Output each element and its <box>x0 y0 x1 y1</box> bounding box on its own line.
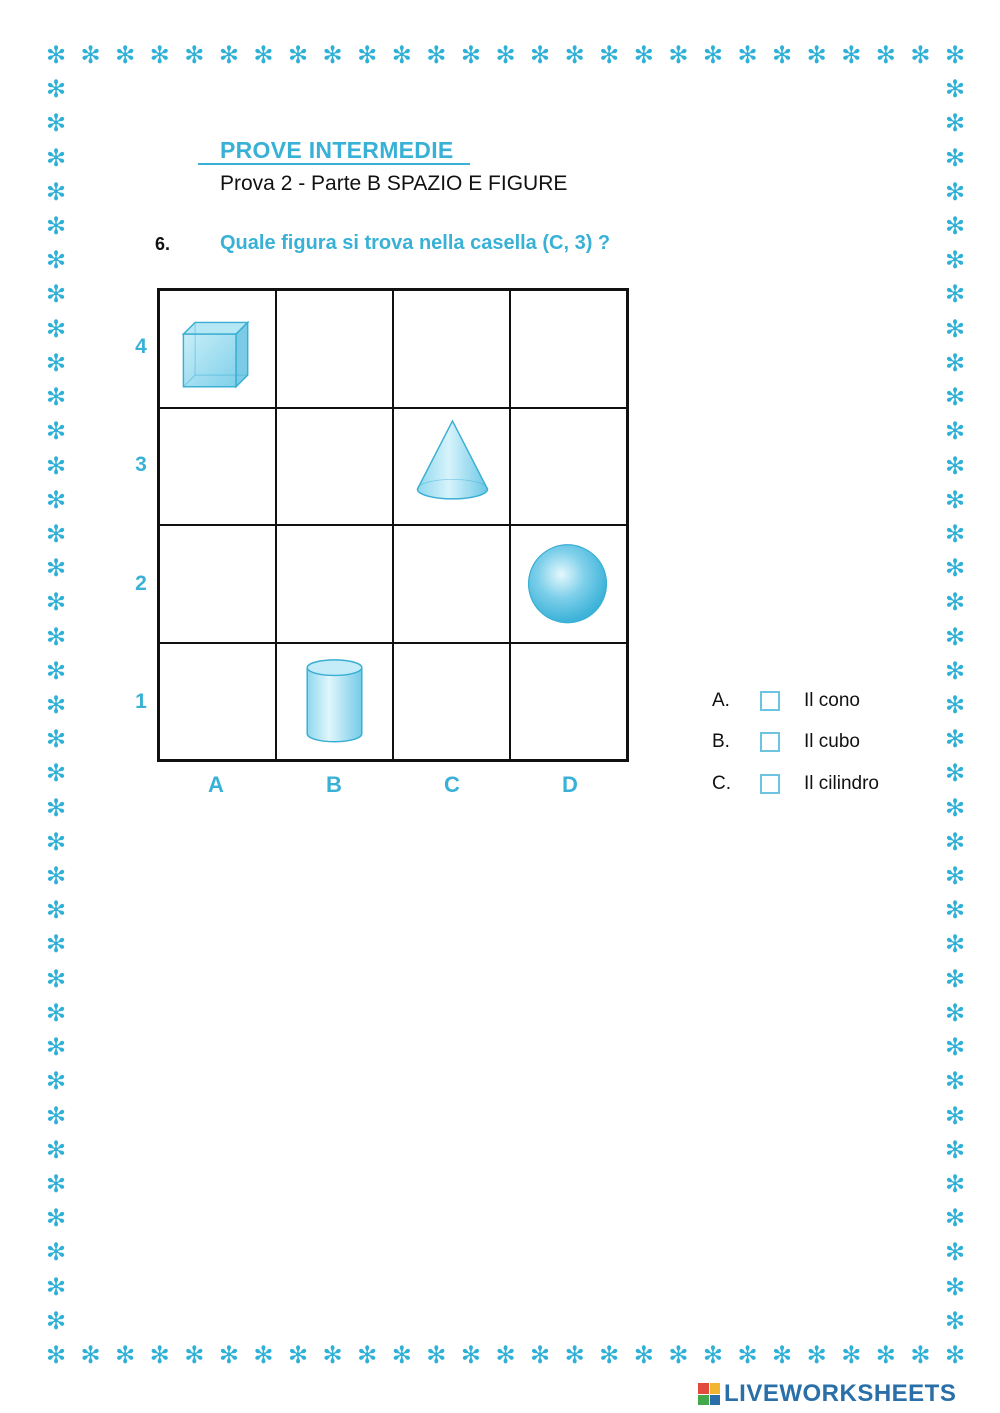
star-ornament-icon: ✻ <box>944 896 966 925</box>
star-ornament-icon: ✻ <box>737 41 758 69</box>
star-ornament-icon: ✻ <box>944 1341 966 1369</box>
star-ornament-icon: ✻ <box>944 1033 966 1062</box>
page-subtitle: Prova 2 - Parte B SPAZIO E FIGURE <box>220 172 568 195</box>
star-ornament-icon: ✻ <box>45 383 67 412</box>
answer-option-c <box>712 769 879 799</box>
star-ornament-icon: ✻ <box>426 1341 447 1369</box>
star-ornament-icon: ✻ <box>80 1341 101 1369</box>
star-ornament-icon: ✻ <box>806 1341 827 1369</box>
star-ornament-icon: ✻ <box>218 41 239 69</box>
star-ornament-icon: ✻ <box>115 41 136 69</box>
star-ornament-icon: ✻ <box>944 1169 966 1198</box>
option-letter: A. <box>712 690 730 711</box>
liveworksheets-logo-icon <box>698 1383 720 1405</box>
star-ornament-icon: ✻ <box>530 1341 551 1369</box>
cube-icon <box>160 291 275 407</box>
star-ornament-icon: ✻ <box>391 1341 412 1369</box>
grid-cell-d1 <box>510 643 627 761</box>
star-ornament-icon: ✻ <box>944 519 966 548</box>
star-ornament-icon: ✻ <box>944 75 966 104</box>
star-ornament-icon: ✻ <box>944 280 966 309</box>
star-ornament-icon: ✻ <box>944 827 966 856</box>
star-ornament-icon: ✻ <box>944 964 966 993</box>
star-ornament-icon: ✻ <box>45 930 67 959</box>
star-ornament-icon: ✻ <box>45 212 67 241</box>
star-ornament-icon: ✻ <box>45 519 67 548</box>
star-ornament-icon: ✻ <box>910 1341 931 1369</box>
star-ornament-icon: ✻ <box>45 75 67 104</box>
grid-cell-c1 <box>393 643 510 761</box>
star-ornament-icon: ✻ <box>45 1169 67 1198</box>
star-ornament-icon: ✻ <box>45 998 67 1027</box>
star-ornament-icon: ✻ <box>45 588 67 617</box>
star-ornament-icon: ✻ <box>357 1341 378 1369</box>
star-ornament-icon: ✻ <box>564 41 585 69</box>
star-ornament-icon: ✻ <box>944 554 966 583</box>
column-label-a: A <box>208 772 224 797</box>
star-ornament-icon: ✻ <box>944 348 966 377</box>
star-ornament-icon: ✻ <box>944 485 966 514</box>
star-ornament-icon: ✻ <box>45 827 67 856</box>
star-ornament-icon: ✻ <box>841 41 862 69</box>
star-ornament-icon: ✻ <box>322 41 343 69</box>
star-ornament-icon: ✻ <box>944 656 966 685</box>
grid-cell-a2 <box>159 525 276 643</box>
row-label-1: 1 <box>135 690 147 713</box>
star-ornament-icon: ✻ <box>495 1341 516 1369</box>
star-ornament-icon: ✻ <box>45 177 67 206</box>
star-ornament-icon: ✻ <box>530 41 551 69</box>
row-label-3: 3 <box>135 453 147 476</box>
title-underline <box>198 163 470 165</box>
grid-cell-d3 <box>510 408 627 526</box>
grid-cell-a1 <box>159 643 276 761</box>
star-ornament-icon: ✻ <box>460 1341 481 1369</box>
star-ornament-icon: ✻ <box>944 862 966 891</box>
star-ornament-icon: ✻ <box>944 1067 966 1096</box>
star-ornament-icon: ✻ <box>944 759 966 788</box>
star-ornament-icon: ✻ <box>45 1067 67 1096</box>
answer-checkbox-c[interactable] <box>760 774 780 794</box>
star-ornament-icon: ✻ <box>944 177 966 206</box>
star-ornament-icon: ✻ <box>45 622 67 651</box>
coordinate-grid <box>157 288 629 762</box>
star-ornament-icon: ✻ <box>45 246 67 275</box>
page-title: PROVE INTERMEDIE <box>220 137 454 163</box>
star-ornament-icon: ✻ <box>80 41 101 69</box>
grid-cell-c2 <box>393 525 510 643</box>
column-label-b: B <box>326 772 342 797</box>
star-ornament-icon: ✻ <box>944 793 966 822</box>
star-ornament-icon: ✻ <box>668 1341 689 1369</box>
star-ornament-icon: ✻ <box>45 451 67 480</box>
star-ornament-icon: ✻ <box>633 41 654 69</box>
grid-cell-b1 <box>276 643 393 761</box>
star-ornament-icon: ✻ <box>875 1341 896 1369</box>
column-label-c: C <box>444 772 460 797</box>
star-ornament-icon: ✻ <box>45 280 67 309</box>
star-ornament-icon: ✻ <box>184 1341 205 1369</box>
star-ornament-icon: ✻ <box>944 1204 966 1233</box>
star-ornament-icon: ✻ <box>944 1135 966 1164</box>
star-ornament-icon: ✻ <box>460 41 481 69</box>
star-ornament-icon: ✻ <box>737 1341 758 1369</box>
star-ornament-icon: ✻ <box>944 725 966 754</box>
star-ornament-icon: ✻ <box>944 383 966 412</box>
star-ornament-icon: ✻ <box>944 622 966 651</box>
answer-option-a <box>712 686 860 716</box>
star-ornament-icon: ✻ <box>45 1238 67 1267</box>
sphere-icon <box>511 526 626 642</box>
answer-checkbox-a[interactable] <box>760 691 780 711</box>
star-ornament-icon: ✻ <box>253 1341 274 1369</box>
star-ornament-icon: ✻ <box>45 1033 67 1062</box>
grid-cell-a4 <box>159 290 276 408</box>
star-ornament-icon: ✻ <box>45 485 67 514</box>
cone-icon <box>394 409 509 525</box>
star-ornament-icon: ✻ <box>944 1272 966 1301</box>
star-ornament-icon: ✻ <box>45 964 67 993</box>
cylinder-icon <box>277 644 392 760</box>
star-ornament-icon: ✻ <box>287 41 309 69</box>
star-ornament-icon: ✻ <box>218 1341 239 1369</box>
star-ornament-icon: ✻ <box>944 212 966 241</box>
star-ornament-icon: ✻ <box>944 930 966 959</box>
star-ornament-icon: ✻ <box>772 41 793 69</box>
star-ornament-icon: ✻ <box>875 41 896 69</box>
question-text: Quale figura si trova nella casella (C, 3) ? <box>220 232 611 254</box>
star-ornament-icon: ✻ <box>910 41 931 69</box>
star-ornament-icon: ✻ <box>944 314 966 343</box>
grid-cell-d2 <box>510 525 627 643</box>
star-ornament-icon: ✻ <box>806 41 827 69</box>
star-ornament-icon: ✻ <box>944 1101 966 1130</box>
star-ornament-icon: ✻ <box>944 691 966 719</box>
star-ornament-icon: ✻ <box>45 896 67 925</box>
row-label-2: 2 <box>135 572 147 595</box>
star-ornament-icon: ✻ <box>45 656 67 685</box>
column-label-d: D <box>562 772 578 797</box>
grid-cell-c3 <box>393 408 510 526</box>
star-ornament-icon: ✻ <box>599 41 620 69</box>
star-ornament-icon: ✻ <box>45 1306 67 1335</box>
star-ornament-icon: ✻ <box>45 725 67 754</box>
star-ornament-icon: ✻ <box>45 691 67 719</box>
option-text: Il cono <box>804 690 860 711</box>
liveworksheets-watermark <box>698 1380 956 1408</box>
star-ornament-icon: ✻ <box>45 1204 67 1233</box>
star-ornament-icon: ✻ <box>944 998 966 1027</box>
option-text: Il cubo <box>804 731 860 752</box>
star-ornament-icon: ✻ <box>944 1306 966 1335</box>
grid-cell-b2 <box>276 525 393 643</box>
star-ornament-icon: ✻ <box>45 109 67 138</box>
answer-checkbox-b[interactable] <box>760 732 780 752</box>
star-ornament-icon: ✻ <box>322 1341 343 1369</box>
question-number: 6. <box>155 234 171 254</box>
star-ornament-icon: ✻ <box>45 1135 67 1164</box>
star-ornament-icon: ✻ <box>45 417 67 446</box>
star-ornament-icon: ✻ <box>45 759 67 788</box>
star-ornament-icon: ✻ <box>357 41 378 69</box>
star-ornament-icon: ✻ <box>45 554 67 583</box>
star-ornament-icon: ✻ <box>45 1272 67 1301</box>
star-ornament-icon: ✻ <box>772 1341 793 1369</box>
star-ornament-icon: ✻ <box>944 451 966 480</box>
star-ornament-icon: ✻ <box>391 41 412 69</box>
star-ornament-icon: ✻ <box>944 109 966 138</box>
option-letter: C. <box>712 773 731 794</box>
watermark-text: LIVEWORKSHEETS <box>724 1380 957 1407</box>
star-ornament-icon: ✻ <box>45 314 67 343</box>
star-ornament-icon: ✻ <box>702 41 723 69</box>
star-ornament-icon: ✻ <box>944 588 966 617</box>
star-ornament-icon: ✻ <box>287 1341 309 1369</box>
star-ornament-icon: ✻ <box>668 41 689 69</box>
row-label-4: 4 <box>135 335 147 358</box>
star-ornament-icon: ✻ <box>45 1341 67 1369</box>
star-ornament-icon: ✻ <box>149 41 170 69</box>
grid-cell-d4 <box>510 290 627 408</box>
answer-option-b <box>712 727 860 757</box>
grid-cell-b4 <box>276 290 393 408</box>
star-ornament-icon: ✻ <box>149 1341 170 1369</box>
star-ornament-icon: ✻ <box>426 41 447 69</box>
star-ornament-icon: ✻ <box>564 1341 585 1369</box>
star-ornament-icon: ✻ <box>45 793 67 822</box>
star-ornament-icon: ✻ <box>45 348 67 377</box>
option-letter: B. <box>712 731 730 752</box>
star-ornament-icon: ✻ <box>45 862 67 891</box>
star-ornament-icon: ✻ <box>253 41 274 69</box>
star-ornament-icon: ✻ <box>599 1341 620 1369</box>
star-ornament-icon: ✻ <box>841 1341 862 1369</box>
star-ornament-icon: ✻ <box>45 1101 67 1130</box>
option-text: Il cilindro <box>804 773 879 794</box>
star-ornament-icon: ✻ <box>944 1238 966 1267</box>
star-ornament-icon: ✻ <box>115 1341 136 1369</box>
grid-cell-a3 <box>159 408 276 526</box>
star-ornament-icon: ✻ <box>45 41 67 69</box>
star-ornament-icon: ✻ <box>702 1341 723 1369</box>
star-ornament-icon: ✻ <box>944 417 966 446</box>
star-ornament-icon: ✻ <box>45 143 67 172</box>
grid-cell-b3 <box>276 408 393 526</box>
grid-cell-c4 <box>393 290 510 408</box>
star-ornament-icon: ✻ <box>495 41 516 69</box>
star-ornament-icon: ✻ <box>633 1341 654 1369</box>
star-ornament-icon: ✻ <box>944 246 966 275</box>
star-ornament-icon: ✻ <box>944 143 966 172</box>
star-ornament-icon: ✻ <box>184 41 205 69</box>
star-ornament-icon: ✻ <box>944 41 966 69</box>
